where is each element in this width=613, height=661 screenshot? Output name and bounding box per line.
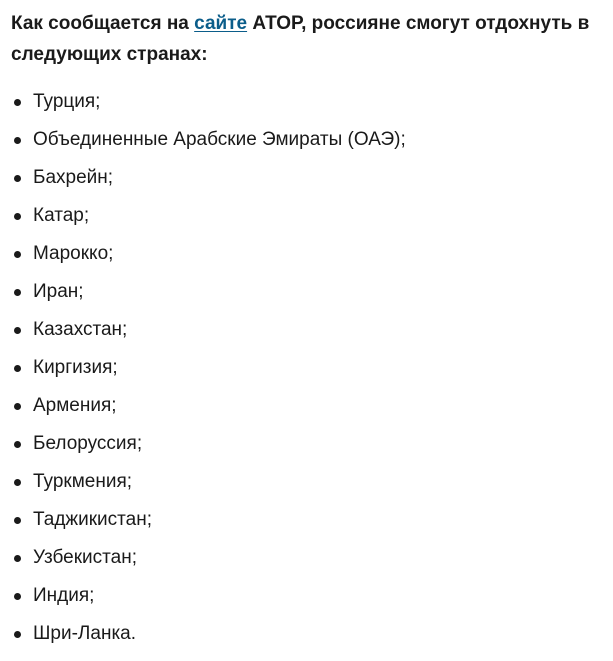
country-name: Киргизия; — [33, 357, 118, 378]
list-item — [11, 278, 607, 316]
bullet-icon — [14, 175, 21, 182]
list-item — [11, 316, 607, 354]
bullet-icon — [14, 593, 21, 600]
country-name: Туркмения; — [33, 471, 133, 492]
bullet-icon — [14, 441, 21, 448]
country-name: Белоруссия; — [33, 433, 143, 454]
bullet-icon — [14, 479, 21, 486]
bullet-icon — [14, 251, 21, 258]
bullet-icon — [14, 365, 21, 372]
country-name: Турция; — [33, 91, 101, 112]
list-item — [11, 544, 607, 582]
country-name: Катар; — [33, 205, 90, 226]
country-name: Объединенные Арабские Эмираты (ОАЭ); — [33, 129, 406, 150]
bullet-icon — [14, 631, 21, 638]
country-name: Марокко; — [33, 243, 114, 264]
list-item — [11, 468, 607, 506]
list-item — [11, 354, 607, 392]
bullet-icon — [14, 555, 21, 562]
list-item — [11, 240, 607, 278]
bullet-icon — [14, 289, 21, 296]
country-list — [11, 88, 607, 658]
list-item — [11, 164, 607, 202]
intro-paragraph — [11, 8, 607, 70]
ator-site-link[interactable]: сайте — [194, 13, 248, 34]
intro-text-before-link: Как сообщается на — [11, 13, 195, 34]
list-item — [11, 582, 607, 620]
bullet-icon — [14, 137, 21, 144]
country-name: Армения; — [33, 395, 117, 416]
country-name: Казахстан; — [33, 319, 128, 340]
bullet-icon — [14, 99, 21, 106]
bullet-icon — [14, 517, 21, 524]
bullet-icon — [14, 327, 21, 334]
country-name: Шри-Ланка. — [33, 623, 137, 644]
bullet-icon — [14, 213, 21, 220]
country-name: Узбекистан; — [33, 547, 137, 568]
list-item — [11, 392, 607, 430]
list-item — [11, 620, 607, 658]
list-item — [11, 88, 607, 126]
bullet-icon — [14, 403, 21, 410]
list-item — [11, 430, 607, 468]
country-name: Таджикистан; — [33, 509, 152, 530]
intro-text-after-link: АТОР, россияне смогут отдохнуть в следующих странах: — [11, 13, 590, 65]
list-item — [11, 506, 607, 544]
list-item — [11, 202, 607, 240]
country-name: Индия; — [33, 585, 95, 606]
country-name: Бахрейн; — [33, 167, 114, 188]
list-item — [11, 126, 607, 164]
country-name: Иран; — [33, 281, 84, 302]
